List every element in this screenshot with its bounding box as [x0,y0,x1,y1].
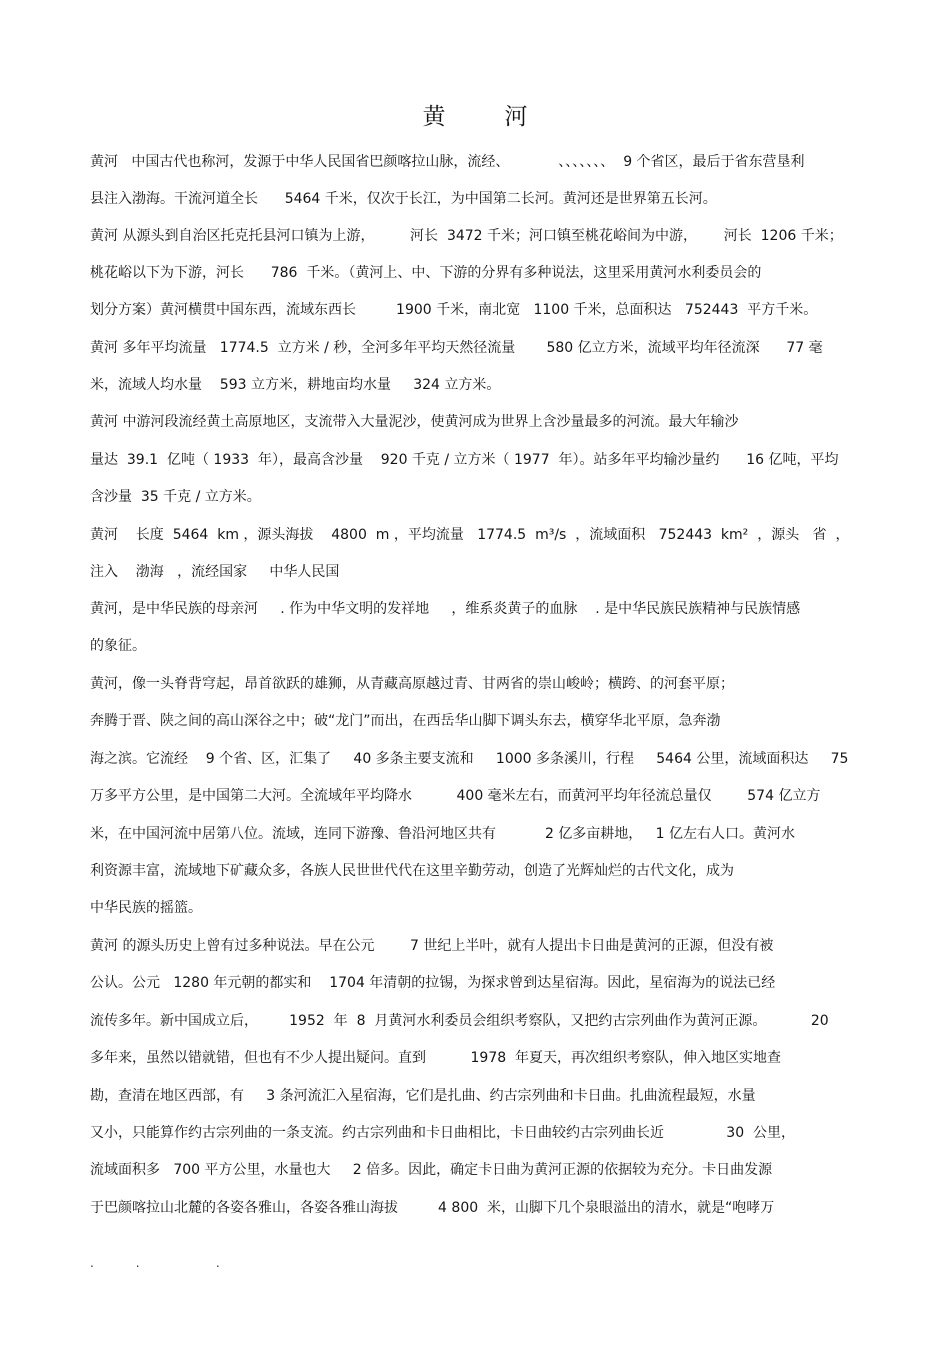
text-line: 黄河，是中华民族的母亲河 . 作为中华文明的发祥地 ，维系炎黄子的血脉 . 是中华民族民族精神与民族情感 [90,601,801,617]
text-line: 县注入渤海。干流河道全长 5464 千米，仅次于长江，为中国第二长河。黄河还是世界第五长河。 [90,191,717,207]
document-title: 黄 河 [422,104,546,130]
text-line: 米，在中国河流中居第八位。流域，连同下游豫、鲁沿河地区共有 2 亿多亩耕地， 1 亿左右人口。黄河水 [90,826,796,842]
text-line: 黄河 长度 5464 km ，源头海拔 4800 m ，平均流量 1774.5 m³/s ，流域面积 752443 km² ，源头 省 ， [90,527,850,543]
text-line: 注入 渤海 ，流经国家 中华人民国 [90,564,340,580]
text-line: 黄河 多年平均流量 1774.5 立方米 / 秒，全河多年平均天然径流量 580 亿立方米，流域平均年径流深 77 毫 [90,340,823,356]
text-line: 海之滨。它流经 9 个省、区，汇集了 40 多条主要支流和 1000 多条溪川，行程 5464 公里，流域面积达 75 [90,751,849,767]
text-line: 划分方案）黄河横贯中国东西，流域东西长 1900 千米，南北宽 1100 千米，总面积达 752443 平方千米。 [90,302,818,318]
text-line: 利资源丰富，流域地下矿藏众多，各族人民世世代代在这里辛勤劳动，创造了光辉灿烂的古代文化，成为 [90,863,734,879]
text-line: 于巴颜喀拉山北麓的各姿各雅山，各姿各雅山海拔 4 800 米，山脚下几个泉眼溢出的清水，就是“咆哮万 [90,1200,775,1216]
text-line: 又小，只能算作约古宗列曲的一条支流。约古宗列曲和卡日曲相比，卡日曲较约古宗列曲长近 30 公里， [90,1125,796,1141]
text-line: 黄河，像一头脊背穹起，昂首欲跃的雄狮，从青藏高原越过青、甘两省的崇山峻岭；横跨、的河套平原； [90,676,734,692]
text-line: 奔腾于晋、陕之间的高山深谷之中；破“龙门”而出，在西岳华山脚下调头东去，横穿华北平原，急奔渤 [90,713,721,729]
text-line: 黄河 中游河段流经黄土高原地区，支流带入大量泥沙，使黄河成为世界上含沙量最多的河流。最大年输沙 [90,414,739,430]
text-line: 公认。公元 1280 年元朝的都实和 1704 年清朝的拉锡，为探求曾到达星宿海。因此，星宿海为的说法已经 [90,975,776,991]
text-line: 含沙量 35 千克 / 立方米。 [90,489,261,505]
text-line: 量达 39.1 亿吨（ 1933 年），最高含沙量 920 千克 / 立方米（ 1977 年）。站多年平均输沙量约 16 亿吨，平均 [90,452,839,468]
text-line: 黄河 的源头历史上曾有过多种说法。早在公元 7 世纪上半叶，就有人提出卡日曲是黄河的正源，但没有被 [90,938,774,954]
text-line: 流域面积多 700 平方公里，水量也大 2 倍多。因此，确定卡日曲为黄河正源的依据较为充分。卡日曲发源 [90,1162,773,1178]
text-line: 桃花峪以下为下游，河长 786 千米。（黄河上、中、下游的分界有多种说法，这里采用黄河水利委员会的 [90,265,762,281]
text-line: 中华民族的摇篮。 [90,900,202,916]
text-line: 流传多年。新中国成立后， 1952 年 8 月黄河水利委员会组织考察队，又把约古宗列曲作为黄河正源。 20 [90,1013,829,1029]
text-line: 黄河 中国古代也称河，发源于中华人民国省巴颜喀拉山脉，流经、 、、、、、、、 9 个省区，最后于省东营垦利 [90,154,805,170]
text-line: 的象征。 [90,638,146,654]
text-line: 米，流域人均水量 593 立方米，耕地亩均水量 324 立方米。 [90,377,501,393]
text-line: 黄河 从源头到自治区托克托县河口镇为上游， 河长 3472 千米；河口镇至桃花峪间为中游， 河长 1206 千米； [90,228,843,244]
text-line: 勘，查清在地区西部，有 3 条河流汇入星宿海，它们是扎曲、约古宗列曲和卡日曲。扎曲流程最短，水量 [90,1088,756,1104]
text-line: 万多平方公里，是中国第二大河。全流域年平均降水 400 毫米左右，而黄河平均年径流总量仅 574 亿立方 [90,788,821,804]
footer-marks: . . . [90,1256,220,1270]
text-line: 多年来，虽然以错就错，但也有不少人提出疑问。直到 1978 年夏天，再次组织考察队，伸入地区实地查 [90,1050,782,1066]
